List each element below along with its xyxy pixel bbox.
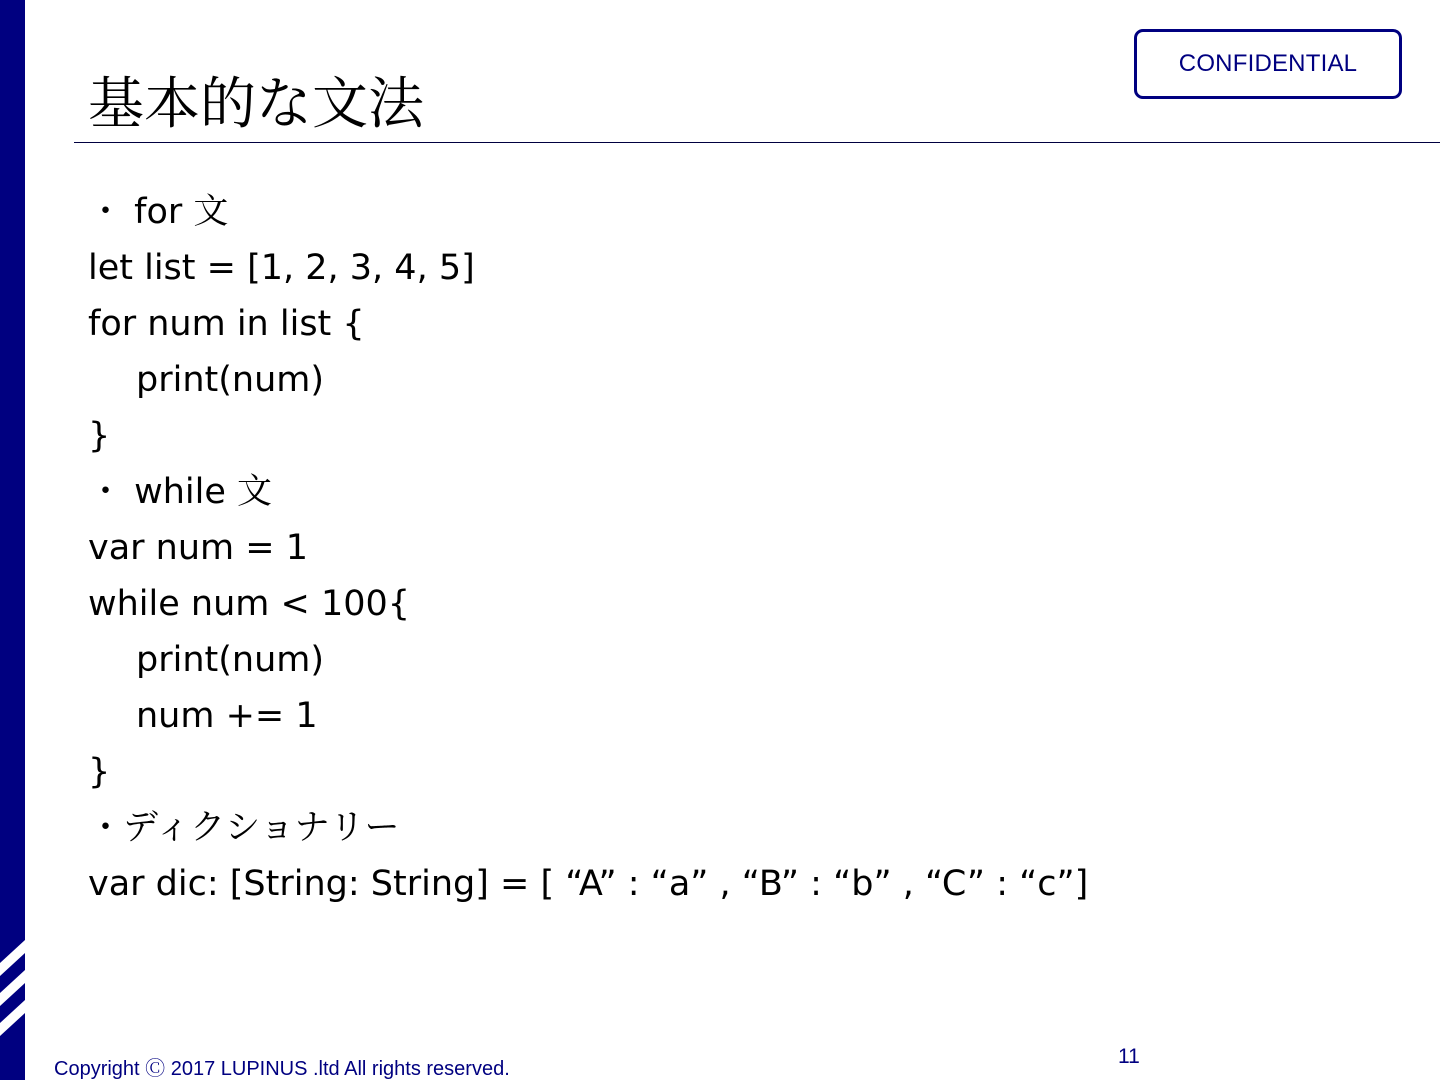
code-line: var num = 1 (88, 528, 308, 568)
code-line: var dic: [String: String] = [ “A” : “a” , “B” : “b” , “C” : “c”] (88, 864, 1089, 904)
footer-copyright: Copyright Ⓒ 2017 LUPINUS .ltd All rights reserved. (54, 1058, 510, 1080)
page-title: 基本的な文法 (88, 72, 424, 137)
decorative-stripes (0, 935, 25, 1045)
page-number: 11 (1118, 1045, 1140, 1068)
while-heading: ・ while 文 (88, 472, 273, 512)
code-line: let list = [1, 2, 3, 4, 5] (88, 248, 475, 288)
for-heading: ・ for 文 (88, 192, 229, 232)
code-line: print(num) (136, 360, 325, 400)
confidential-badge: CONFIDENTIAL (1134, 29, 1402, 99)
code-line: while num < 100{ (88, 584, 411, 624)
code-line: print(num) (136, 640, 325, 680)
code-line: for num in list { (88, 304, 365, 344)
title-divider (74, 142, 1440, 143)
code-line: num += 1 (136, 696, 318, 736)
slide-body (88, 184, 1088, 912)
dictionary-heading: ・ディクショナリー (88, 808, 400, 848)
code-line: } (88, 752, 111, 792)
left-accent-bar (0, 0, 25, 1080)
code-line: } (88, 416, 111, 456)
